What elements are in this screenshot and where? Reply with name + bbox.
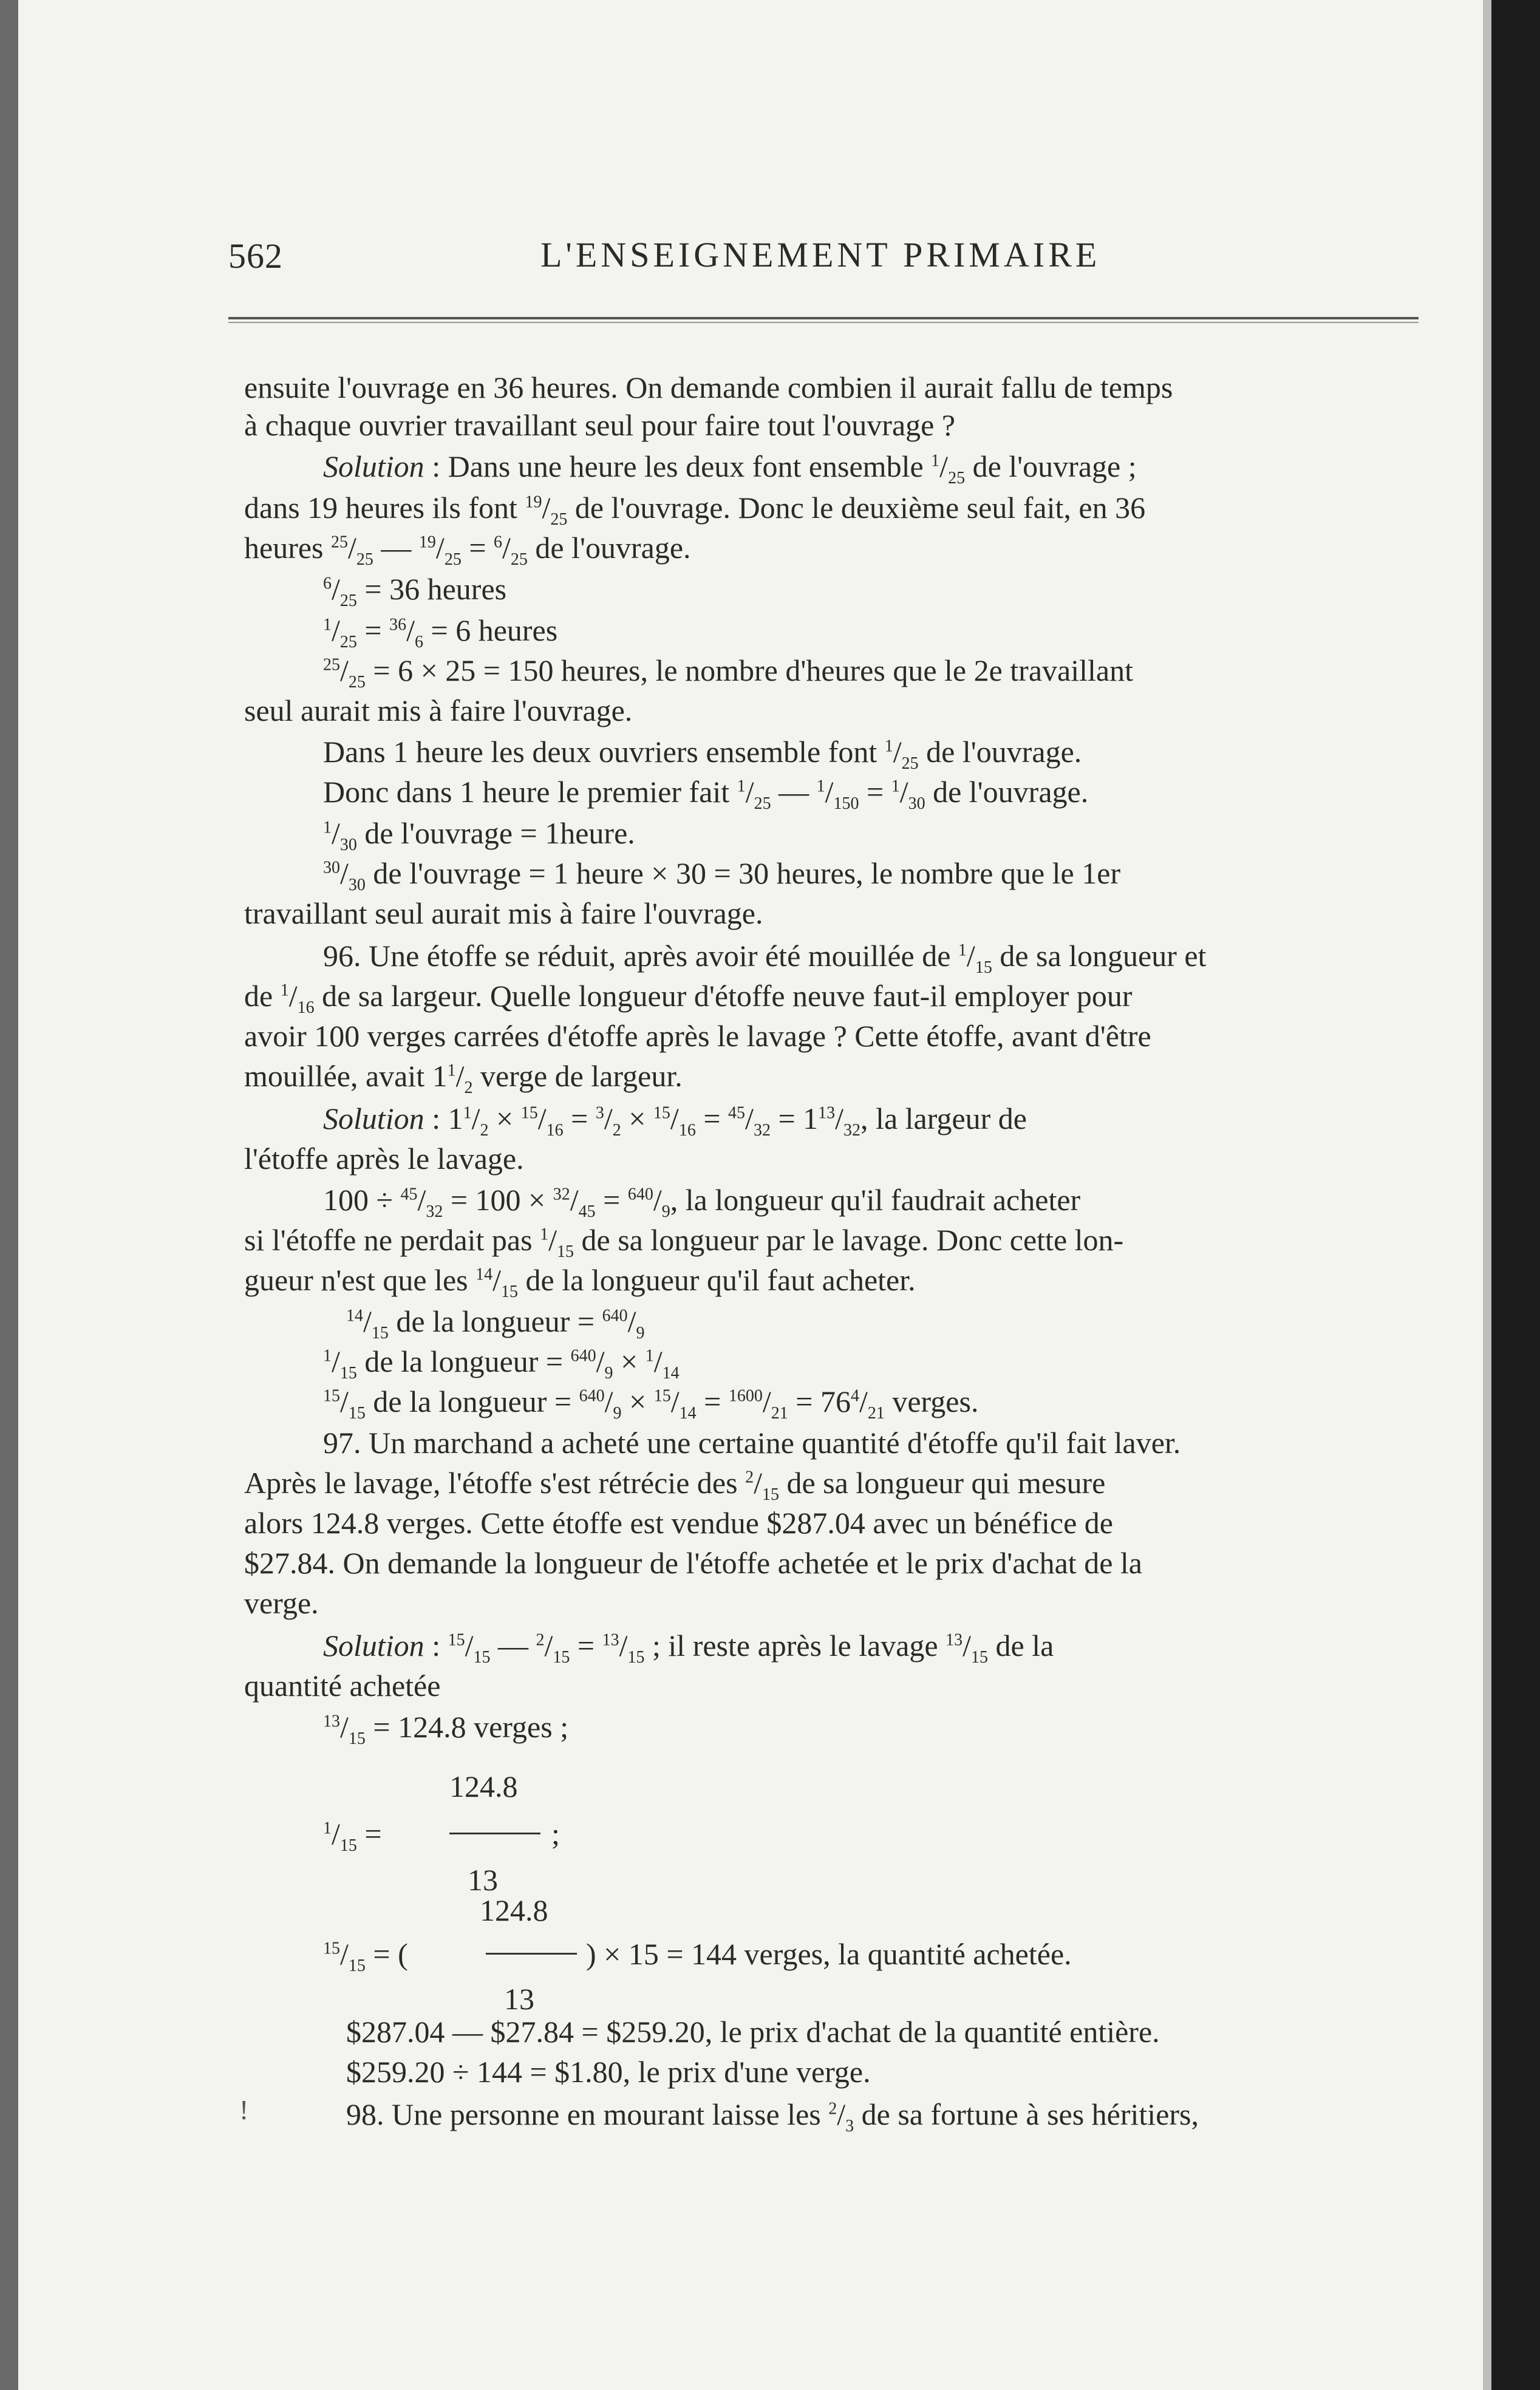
text-run: = 124.8 verges ;: [365, 1710, 569, 1744]
text-run: de la longueur =: [356, 1344, 571, 1378]
text-line: [244, 489, 1146, 529]
header-rule-thin: [228, 322, 1419, 323]
text-run: /: [492, 1263, 502, 1297]
text-line: [586, 1936, 1072, 1972]
superscript: 25: [331, 533, 348, 552]
text-run: /: [417, 1183, 426, 1217]
text-line: [244, 1465, 1106, 1504]
text-run: = 36 heures: [356, 572, 507, 606]
subscript: 30: [339, 836, 357, 854]
text-line: [346, 2054, 871, 2090]
subscript: 15: [371, 1324, 389, 1343]
subscript: 9: [636, 1324, 645, 1343]
text-run: /: [627, 1304, 636, 1338]
text-line: [244, 1058, 683, 1097]
text-run: = 100 ×: [443, 1183, 553, 1217]
text-run: de l'ouvrage. Donc le deuxième seul fait, en 36: [567, 491, 1146, 525]
fraction-denominator: 13: [504, 1982, 534, 2016]
text-run: /: [340, 1384, 349, 1418]
margin-mark: !: [239, 2094, 249, 2125]
subscript: 15: [348, 1956, 366, 1975]
text-run: dans 19 heures ils font: [244, 491, 525, 525]
text-line: [323, 448, 1137, 488]
header-rule: [228, 317, 1419, 319]
text-run: Donc dans 1 heure le premier fait: [323, 775, 737, 809]
subscript: 15: [557, 1242, 574, 1261]
text-run: ensuite l'ouvrage en 36 heures. On demande combien il aurait fallu de temps: [244, 370, 1173, 404]
text-line: [323, 571, 507, 610]
text-run: seul aurait mis à faire l'ouvrage.: [244, 693, 633, 727]
text-run: =: [859, 775, 891, 809]
text-run: =: [696, 1384, 729, 1418]
text-run: ) × 15 = 144 verges, la quantité achetée.: [586, 1937, 1072, 1971]
text-run: /: [363, 1304, 372, 1338]
subscript: 9: [661, 1202, 670, 1221]
text-run: : Dans une heure les deux font ensemble: [424, 449, 932, 483]
superscript: 1: [645, 1346, 654, 1366]
text-run: gueur n'est que les: [244, 1263, 476, 1297]
text-run: de la longueur qu'il faut acheter.: [518, 1263, 916, 1297]
text-line: [323, 1709, 569, 1748]
subscript: 30: [348, 876, 366, 894]
superscript: 1: [737, 777, 746, 796]
subscript: 15: [761, 1485, 779, 1504]
text-run: $27.84. On demande la longueur de l'étoffe achetée et le prix d'achat de la: [244, 1546, 1142, 1580]
text-run: l'étoffe après le lavage.: [244, 1142, 524, 1176]
text-run: —: [490, 1629, 536, 1663]
superscript: 15: [520, 1103, 538, 1123]
superscript: 15: [653, 1386, 671, 1406]
superscript: 15: [653, 1103, 670, 1123]
scan-edge-left: [0, 0, 18, 2390]
superscript: 1600: [728, 1386, 763, 1406]
superscript: 6: [323, 574, 332, 593]
subscript: 15: [627, 1648, 645, 1667]
subscript: 9: [604, 1364, 613, 1383]
text-run: ×: [488, 1101, 521, 1135]
text-run: :: [424, 1629, 448, 1663]
subscript: 25: [444, 550, 462, 569]
superscript: 1: [323, 818, 332, 837]
text-run: /: [502, 531, 511, 565]
superscript: 1: [323, 615, 332, 635]
text-run: $287.04 — $27.84 = $259.20, le prix d'achat de la quantité entière.: [346, 2015, 1160, 2049]
text-line: [244, 1018, 1151, 1054]
text-line: [323, 855, 1121, 894]
text-run: = (: [365, 1937, 408, 1971]
text-line: [323, 774, 1089, 813]
superscript: 1: [816, 777, 825, 796]
text-line: [323, 1425, 1181, 1461]
superscript: 1: [323, 1346, 332, 1366]
superscript: 25: [323, 655, 340, 675]
text-run: = 6 heures: [423, 613, 558, 647]
text-run: /: [537, 1101, 547, 1135]
subscript: 15: [975, 958, 992, 977]
text-line: [244, 1262, 916, 1301]
text-run: /: [966, 939, 975, 973]
text-run: =: [570, 1629, 602, 1663]
text-run: quantité achetée: [244, 1669, 441, 1703]
text-run: /: [288, 979, 298, 1013]
subscript: 150: [833, 794, 859, 813]
text-run: /: [406, 613, 415, 647]
superscript: 1: [958, 941, 967, 960]
text-run: $259.20 ÷ 144 = $1.80, le prix d'une verge.: [346, 2055, 871, 2089]
subscript: 32: [426, 1202, 443, 1221]
subscript: 15: [501, 1282, 519, 1301]
fraction-bar: [486, 1953, 577, 1955]
text-run: /: [548, 1223, 557, 1257]
text-run: /: [340, 653, 349, 687]
text-run: /: [348, 531, 356, 565]
superscript: 1: [884, 737, 893, 756]
subscript: 21: [771, 1404, 788, 1423]
text-line: [323, 815, 635, 854]
subscript: 16: [297, 998, 315, 1017]
subscript: 25: [754, 794, 771, 813]
superscript: 4: [850, 1386, 859, 1406]
text-line: [244, 1505, 1113, 1541]
superscript: 1: [463, 1103, 472, 1123]
text-run: de sa fortune à ses héritiers,: [854, 2097, 1199, 2131]
superscript: 15: [323, 1386, 340, 1406]
text-run: /: [754, 1466, 762, 1500]
text-run: /: [570, 1183, 579, 1217]
text-run: Solution: [323, 1629, 424, 1663]
text-line: [244, 895, 763, 931]
text-line: [323, 1100, 1027, 1140]
text-run: 100 ÷: [323, 1183, 401, 1217]
superscript: 36: [389, 615, 407, 635]
text-run: de sa longueur par le lavage. Donc cette lon-: [574, 1223, 1124, 1257]
text-run: Dans 1 heure les deux ouvriers ensemble font: [323, 735, 885, 769]
text-run: : 1: [424, 1101, 463, 1135]
text-line: [244, 407, 955, 443]
text-run: de: [244, 979, 281, 1013]
text-run: 97. Un marchand a acheté une certaine quantité d'étoffe qu'il fait laver.: [323, 1426, 1181, 1460]
superscript: 1: [323, 1819, 332, 1838]
text-run: de la longueur =: [388, 1304, 602, 1338]
subscript: 25: [550, 510, 568, 529]
superscript: 19: [525, 492, 542, 512]
text-line: [244, 369, 1173, 406]
superscript: 30: [323, 858, 340, 877]
superscript: 1: [891, 777, 900, 796]
text-line: [323, 1383, 979, 1423]
text-run: = 6 × 25 = 150 heures, le nombre d'heures que le 2e travaillant: [365, 653, 1133, 687]
subscript: 16: [546, 1121, 564, 1140]
superscript: 640: [627, 1185, 653, 1204]
subscript: 25: [948, 469, 966, 488]
text-run: /: [604, 1101, 613, 1135]
text-run: /: [340, 856, 349, 890]
text-run: /: [455, 1059, 465, 1093]
text-run: de l'ouvrage.: [925, 775, 1089, 809]
text-line: [244, 692, 632, 729]
text-run: /: [544, 1629, 553, 1663]
superscript: 640: [570, 1346, 596, 1366]
text-line: [323, 1627, 1054, 1667]
text-run: = 76: [788, 1384, 851, 1418]
subscript: 15: [553, 1648, 570, 1667]
subscript: 15: [339, 1364, 357, 1383]
scan-edge-right: [1483, 0, 1540, 2390]
book-page: [18, 0, 1483, 2390]
text-line: [244, 1140, 524, 1177]
text-run: si l'étoffe ne perdait pas: [244, 1223, 540, 1257]
text-line: [244, 1585, 319, 1621]
text-run: /: [962, 1629, 972, 1663]
text-run: /: [604, 1384, 613, 1418]
text-run: /: [899, 775, 908, 809]
text-run: /: [435, 531, 445, 565]
text-line: [244, 1545, 1142, 1581]
fraction-numerator: 124.8: [449, 1769, 518, 1803]
superscript: 1: [540, 1225, 549, 1244]
text-line: [323, 612, 558, 652]
text-run: Solution: [323, 449, 424, 483]
text-line: [323, 1182, 1081, 1221]
superscript: 13: [323, 1712, 340, 1731]
superscript: 2: [828, 2099, 837, 2119]
text-run: ; il reste après le lavage: [644, 1629, 946, 1663]
subscript: 32: [753, 1121, 771, 1140]
subscript: 30: [908, 794, 925, 813]
text-run: de l'ouvrage.: [918, 735, 1082, 769]
superscript: 1: [931, 451, 940, 471]
text-run: /: [332, 1817, 340, 1851]
superscript: 3: [595, 1103, 604, 1123]
text-run: /: [619, 1629, 628, 1663]
text-run: ×: [621, 1384, 654, 1418]
text-run: /: [653, 1344, 663, 1378]
subscript: 15: [473, 1648, 491, 1667]
text-run: /: [825, 775, 834, 809]
text-line: [323, 1816, 382, 1855]
subscript: 15: [348, 1729, 366, 1748]
superscript: 13: [602, 1630, 619, 1650]
subscript: 2: [480, 1121, 489, 1140]
subscript: 25: [339, 633, 357, 652]
superscript: 13: [818, 1103, 836, 1123]
superscript: 1: [280, 981, 289, 1000]
text-run: de l'ouvrage = 1 heure × 30 = 30 heures, le nombre que le 1er: [365, 856, 1121, 890]
text-run: /: [332, 613, 340, 647]
page-number: 562: [228, 236, 283, 276]
page-header: [18, 0, 1483, 304]
text-run: /: [332, 816, 340, 850]
text-run: /: [340, 1937, 349, 1971]
text-run: /: [762, 1384, 771, 1418]
subscript: 15: [348, 1404, 366, 1423]
text-run: = 1: [770, 1101, 819, 1135]
text-run: —: [771, 775, 817, 809]
superscript: 45: [728, 1103, 746, 1123]
text-run: de l'ouvrage.: [527, 531, 691, 565]
text-run: /: [670, 1101, 679, 1135]
subscript: 45: [578, 1202, 596, 1221]
text-line: [323, 938, 1207, 977]
text-line: [244, 529, 691, 569]
fraction-bar: [449, 1833, 540, 1834]
text-line: [323, 734, 1082, 773]
text-run: /: [471, 1101, 480, 1135]
text-run: =: [695, 1101, 729, 1135]
subscript: 14: [679, 1404, 697, 1423]
text-run: mouillée, avait 1: [244, 1059, 448, 1093]
text-run: —: [373, 531, 419, 565]
text-run: verge.: [244, 1586, 319, 1620]
text-run: avoir 100 verges carrées d'étoffe après le lavage ? Cette étoffe, avant d'être: [244, 1019, 1151, 1053]
superscript: 640: [579, 1386, 605, 1406]
text-run: =: [356, 1817, 382, 1851]
superscript: 45: [400, 1185, 418, 1204]
text-run: alors 124.8 verges. Cette étoffe est vendue $287.04 avec un bénéfice de: [244, 1506, 1113, 1540]
subscript: 9: [613, 1404, 622, 1423]
fraction-numerator: 124.8: [480, 1893, 548, 1927]
text-run: /: [465, 1629, 474, 1663]
text-line: [244, 978, 1133, 1017]
text-run: /: [835, 1101, 844, 1135]
superscript: 2: [745, 1468, 754, 1487]
text-run: de sa longueur et: [992, 939, 1207, 973]
subscript: 15: [339, 1836, 357, 1855]
text-run: /: [745, 1101, 754, 1135]
subscript: 25: [510, 550, 528, 569]
text-line: [346, 2014, 1160, 2050]
text-run: de la: [988, 1629, 1054, 1663]
superscript: 14: [475, 1265, 493, 1284]
text-run: verges.: [884, 1384, 979, 1418]
text-run: /: [939, 449, 949, 483]
superscript: 14: [346, 1306, 363, 1326]
fraction-denominator: 13: [468, 1863, 498, 1897]
text-run: 96. Une étoffe se réduit, après avoir été mouillée de: [323, 939, 958, 973]
subscript: 32: [843, 1121, 861, 1140]
text-run: ×: [621, 1101, 653, 1135]
subscript: 25: [348, 673, 366, 692]
text-line: [323, 1343, 680, 1383]
text-run: /: [859, 1384, 868, 1418]
text-run: /: [653, 1183, 662, 1217]
text-run: heures: [244, 531, 331, 565]
text-run: de sa largeur. Quelle longueur d'étoffe neuve faut-il employer pour: [314, 979, 1133, 1013]
text-run: de l'ouvrage ;: [965, 449, 1137, 483]
fraction-suffix: ;: [551, 1817, 560, 1851]
text-run: /: [837, 2097, 846, 2131]
superscript: 2: [536, 1630, 545, 1650]
superscript: 19: [418, 533, 436, 552]
text-run: /: [340, 1710, 349, 1744]
text-run: =: [356, 613, 390, 647]
text-run: Solution: [323, 1101, 424, 1135]
text-run: =: [461, 531, 494, 565]
text-run: =: [563, 1101, 596, 1135]
superscript: 32: [553, 1185, 570, 1204]
text-run: à chaque ouvrier travaillant seul pour faire tout l'ouvrage ?: [244, 408, 956, 442]
text-run: , la longueur qu'il faudrait acheter: [670, 1183, 1081, 1217]
text-run: /: [596, 1344, 605, 1378]
subscript: 15: [971, 1648, 989, 1667]
text-run: de sa longueur qui mesure: [779, 1466, 1106, 1500]
text-run: verge de largeur.: [472, 1059, 683, 1093]
superscript: 1: [447, 1061, 456, 1080]
text-run: /: [670, 1384, 680, 1418]
text-line: [346, 1303, 645, 1343]
text-run: /: [332, 1344, 340, 1378]
subscript: 16: [678, 1121, 696, 1140]
superscript: 640: [602, 1306, 628, 1326]
text-run: /: [893, 735, 902, 769]
subscript: 6: [415, 633, 424, 652]
text-line: [244, 1667, 440, 1704]
text-run: , la largeur de: [860, 1101, 1027, 1135]
superscript: 15: [448, 1630, 465, 1650]
text-run: Après le lavage, l'étoffe s'est rétrécie des: [244, 1466, 746, 1500]
subscript: 2: [612, 1121, 621, 1140]
text-run: =: [595, 1183, 628, 1217]
subscript: 2: [464, 1078, 473, 1097]
superscript: 15: [323, 1939, 340, 1958]
subscript: 25: [356, 550, 373, 569]
running-title: L'ENSEIGNEMENT PRIMAIRE: [540, 235, 1101, 274]
subscript: 3: [845, 2117, 854, 2136]
text-run: travaillant seul aurait mis à faire l'ouvrage.: [244, 896, 763, 930]
subscript: 14: [662, 1364, 680, 1383]
superscript: 13: [945, 1630, 963, 1650]
text-run: /: [745, 775, 754, 809]
subscript: 21: [867, 1404, 885, 1423]
subscript: 25: [901, 754, 919, 773]
text-run: /: [332, 572, 340, 606]
text-run: ×: [613, 1344, 646, 1378]
text-run: de l'ouvrage = 1heure.: [356, 816, 635, 850]
superscript: 6: [494, 533, 503, 552]
text-run: /: [542, 491, 551, 525]
text-run: 98. Une personne en mourant laisse les: [346, 2097, 829, 2131]
text-line: [244, 1222, 1124, 1261]
text-line: [323, 1936, 408, 1975]
text-run: de la longueur =: [365, 1384, 579, 1418]
text-line: [323, 652, 1133, 692]
text-line: [346, 2096, 1199, 2136]
subscript: 25: [339, 591, 357, 610]
